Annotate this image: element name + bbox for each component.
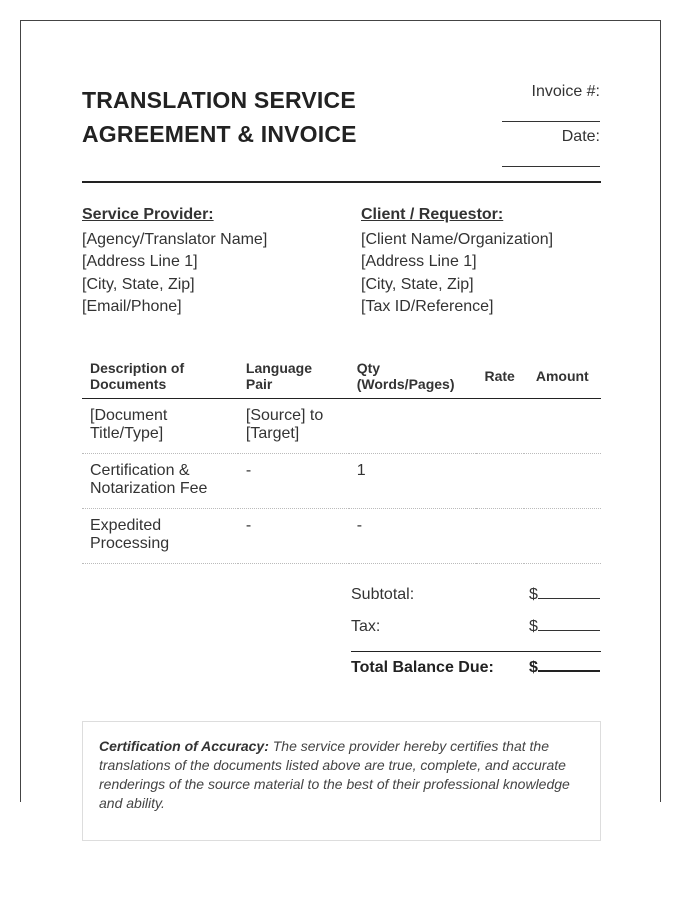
header-divider: [82, 181, 601, 183]
invoice-number-blank[interactable]: [502, 121, 600, 122]
header-qty: Qty (Words/Pages): [349, 353, 476, 399]
row-amount: [524, 399, 601, 454]
provider-contact: [Email/Phone]: [82, 298, 182, 315]
document-title: [82, 83, 402, 151]
row-description: Certification & Notarization Fee: [82, 454, 238, 509]
provider-city-state-zip: [City, State, Zip]: [82, 275, 195, 293]
certification-box: [82, 721, 601, 841]
certification-text: The service provider hereby certifies that the translations of the documents listed above are true, complete, and accurate renderings of the source material to the best of their professional knowledge and ability.: [99, 738, 570, 811]
invoice-sheet: [20, 20, 661, 811]
date-label: Date:: [561, 128, 600, 145]
invoice-meta: [470, 81, 600, 171]
title-line-1: TRANSLATION SERVICE: [82, 87, 356, 113]
client-address: [Address Line 1]: [361, 253, 477, 270]
client-tax-id: [Tax ID/Reference]: [361, 298, 494, 315]
total-row: [351, 651, 601, 686]
service-provider-block: [82, 204, 342, 319]
row-rate: [476, 454, 524, 509]
total-value[interactable]: [529, 654, 601, 682]
currency-symbol: $: [529, 618, 538, 635]
table-row: [82, 454, 601, 509]
client-heading: Client / Requestor:: [361, 206, 504, 223]
invoice-number-field[interactable]: [470, 81, 600, 126]
row-description: [Document Title/Type]: [82, 399, 238, 454]
row-language-pair: [Source] to [Target]: [238, 399, 349, 454]
row-description: Expedited Processing: [82, 509, 238, 564]
provider-address: [Address Line 1]: [82, 253, 198, 270]
client-city-state-zip: [City, State, Zip]: [361, 275, 474, 293]
tax-value[interactable]: [529, 613, 601, 641]
row-qty: [349, 399, 476, 454]
currency-symbol: $: [529, 586, 538, 603]
row-rate: [476, 509, 524, 564]
subtotal-value[interactable]: [529, 581, 601, 609]
row-amount: [524, 454, 601, 509]
provider-name: [Agency/Translator Name]: [82, 230, 268, 248]
header-description: Description of Documents: [82, 353, 238, 399]
title-line-2: AGREEMENT & INVOICE: [82, 121, 357, 147]
line-items-table: [82, 353, 601, 564]
client-block: [361, 204, 621, 319]
row-qty: 1: [349, 454, 476, 509]
row-qty: -: [349, 509, 476, 564]
row-language-pair: -: [238, 454, 349, 509]
subtotal-row: [351, 581, 601, 613]
subtotal-label: Subtotal:: [351, 586, 415, 603]
subtotal-blank[interactable]: [538, 584, 600, 599]
tax-row: [351, 613, 601, 645]
client-name: [Client Name/Organization]: [361, 230, 554, 248]
header-language-pair: Language Pair: [238, 353, 349, 399]
row-rate: [476, 399, 524, 454]
service-provider-heading: Service Provider:: [82, 206, 214, 223]
row-language-pair: -: [238, 509, 349, 564]
table-row: [82, 509, 601, 564]
totals-block: [351, 581, 601, 686]
tax-blank[interactable]: [538, 616, 600, 631]
date-field[interactable]: [470, 126, 600, 171]
certification-heading: Certification of Accuracy:: [99, 738, 269, 754]
table-header-row: [82, 353, 601, 399]
date-blank[interactable]: [502, 166, 600, 167]
header-rate: Rate: [476, 353, 524, 399]
tax-label: Tax:: [351, 618, 381, 635]
total-blank[interactable]: [538, 656, 600, 672]
table-row: [82, 399, 601, 454]
row-amount: [524, 509, 601, 564]
invoice-number-label: Invoice #:: [531, 83, 600, 100]
total-label: Total Balance Due:: [351, 659, 494, 676]
header-amount: Amount: [524, 353, 601, 399]
currency-symbol: $: [529, 659, 538, 676]
